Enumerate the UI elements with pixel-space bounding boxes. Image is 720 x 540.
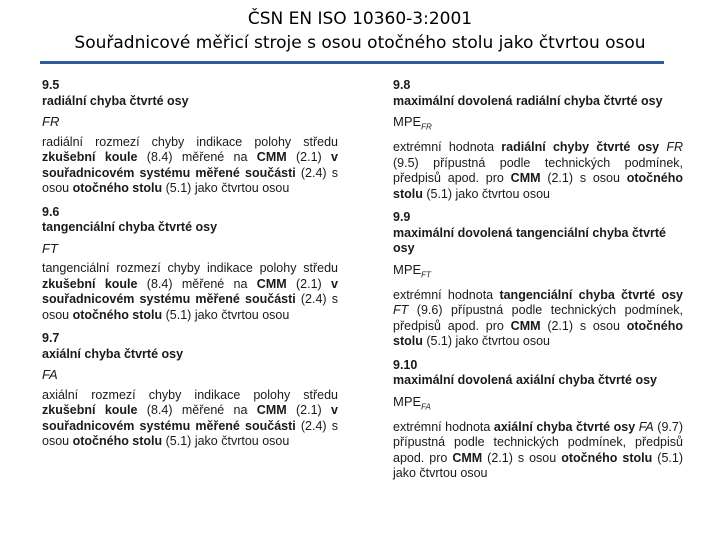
entry-term: maximální dovolená radiální chyba čtvrté osy <box>393 93 663 108</box>
entry-definition: radiální rozmezí chyby indikace polohy středu zkušební koule (8.4) měřené na CMM (2.1) v souřadnicovém systému měřené součásti (2.4) s osou otočného stolu (5.1) jako čtvrtou osou <box>42 134 338 195</box>
entry-term: axiální chyba čtvrté osy <box>42 346 184 361</box>
entry-symbol: $MPE_{FR}$ <box>393 114 432 132</box>
entry-symbol: FT <box>42 240 58 256</box>
entry-definition: axiální rozmezí chyby indikace polohy středu zkušební koule (8.4) měřené na CMM (2.1) v souřadnicovém systému měřené součásti (2.4) s osou otočného stolu (5.1) jako čtvrtou osou <box>42 387 338 448</box>
entry-definition: tangenciální rozmezí chyby indikace polohy středu zkušební koule (8.4) měřené na CMM (2.1) v souřadnicovém systému měřené součásti (2.4) s osou otočného stolu (5.1) jako čtvrtou osou <box>42 261 338 322</box>
entry-9-7 <box>42 331 338 450</box>
entry-definition: extrémní hodnota radiální chyby čtvrté osy FR (9.5) přípustná podle technických podmínek, předpisů apod. pro CMM (2.1) s osou otočného stolu (5.1) jako čtvrtou osou <box>393 140 683 201</box>
entry-term: maximální dovolená tangenciální chyba čtvrté osy <box>393 225 667 256</box>
entry-number: 9.8 <box>393 78 411 92</box>
document-title: ČSN EN ISO 10360-3:2001 <box>247 9 473 29</box>
entry-term: maximální dovolená axiální chyba čtvrté osy <box>393 373 657 388</box>
entry-symbol: $MPE_{FA}$ <box>393 393 431 412</box>
entry-symbol: $MPE_{FT}$ <box>393 261 431 280</box>
entry-definition: extrémní hodnota tangenciální chyba čtvrté osy FT (9.6) přípustná podle technických podmínek, předpisů apod. pro CMM (2.1) s osou otočného stolu (5.1) jako čtvrtou osou <box>393 287 684 349</box>
title-divider <box>40 61 664 64</box>
right-column <box>393 78 683 490</box>
entry-9-6 <box>42 205 338 324</box>
entry-number: 9.6 <box>42 204 60 219</box>
entry-symbol: FA <box>42 367 58 382</box>
left-column <box>42 78 338 458</box>
entry-symbol: FR <box>42 114 60 129</box>
entry-9-9 <box>393 210 683 350</box>
entry-term: radiální chyba čtvrté osy <box>42 93 189 108</box>
entry-number: 9.5 <box>42 78 60 92</box>
entry-term: tangenciální chyba čtvrté osy <box>42 220 218 234</box>
entry-9-5 <box>42 78 338 197</box>
entry-definition: extrémní hodnota axiální chyba čtvrté osy FA (9.7) přípustná podle technických podmínek, předpisů apod. pro CMM (2.1) s osou otočného stolu (5.1) jako čtvrtou osou <box>393 419 683 481</box>
document-subtitle: Souřadnicové měřicí stroje s osou otočného stolu jako čtvrtou osou <box>74 33 646 53</box>
entry-number: 9.7 <box>42 331 60 345</box>
entry-number: 9.10 <box>393 357 418 372</box>
entry-number: 9.9 <box>393 210 411 225</box>
entry-9-8 <box>393 78 683 202</box>
entry-9-10 <box>393 358 683 482</box>
